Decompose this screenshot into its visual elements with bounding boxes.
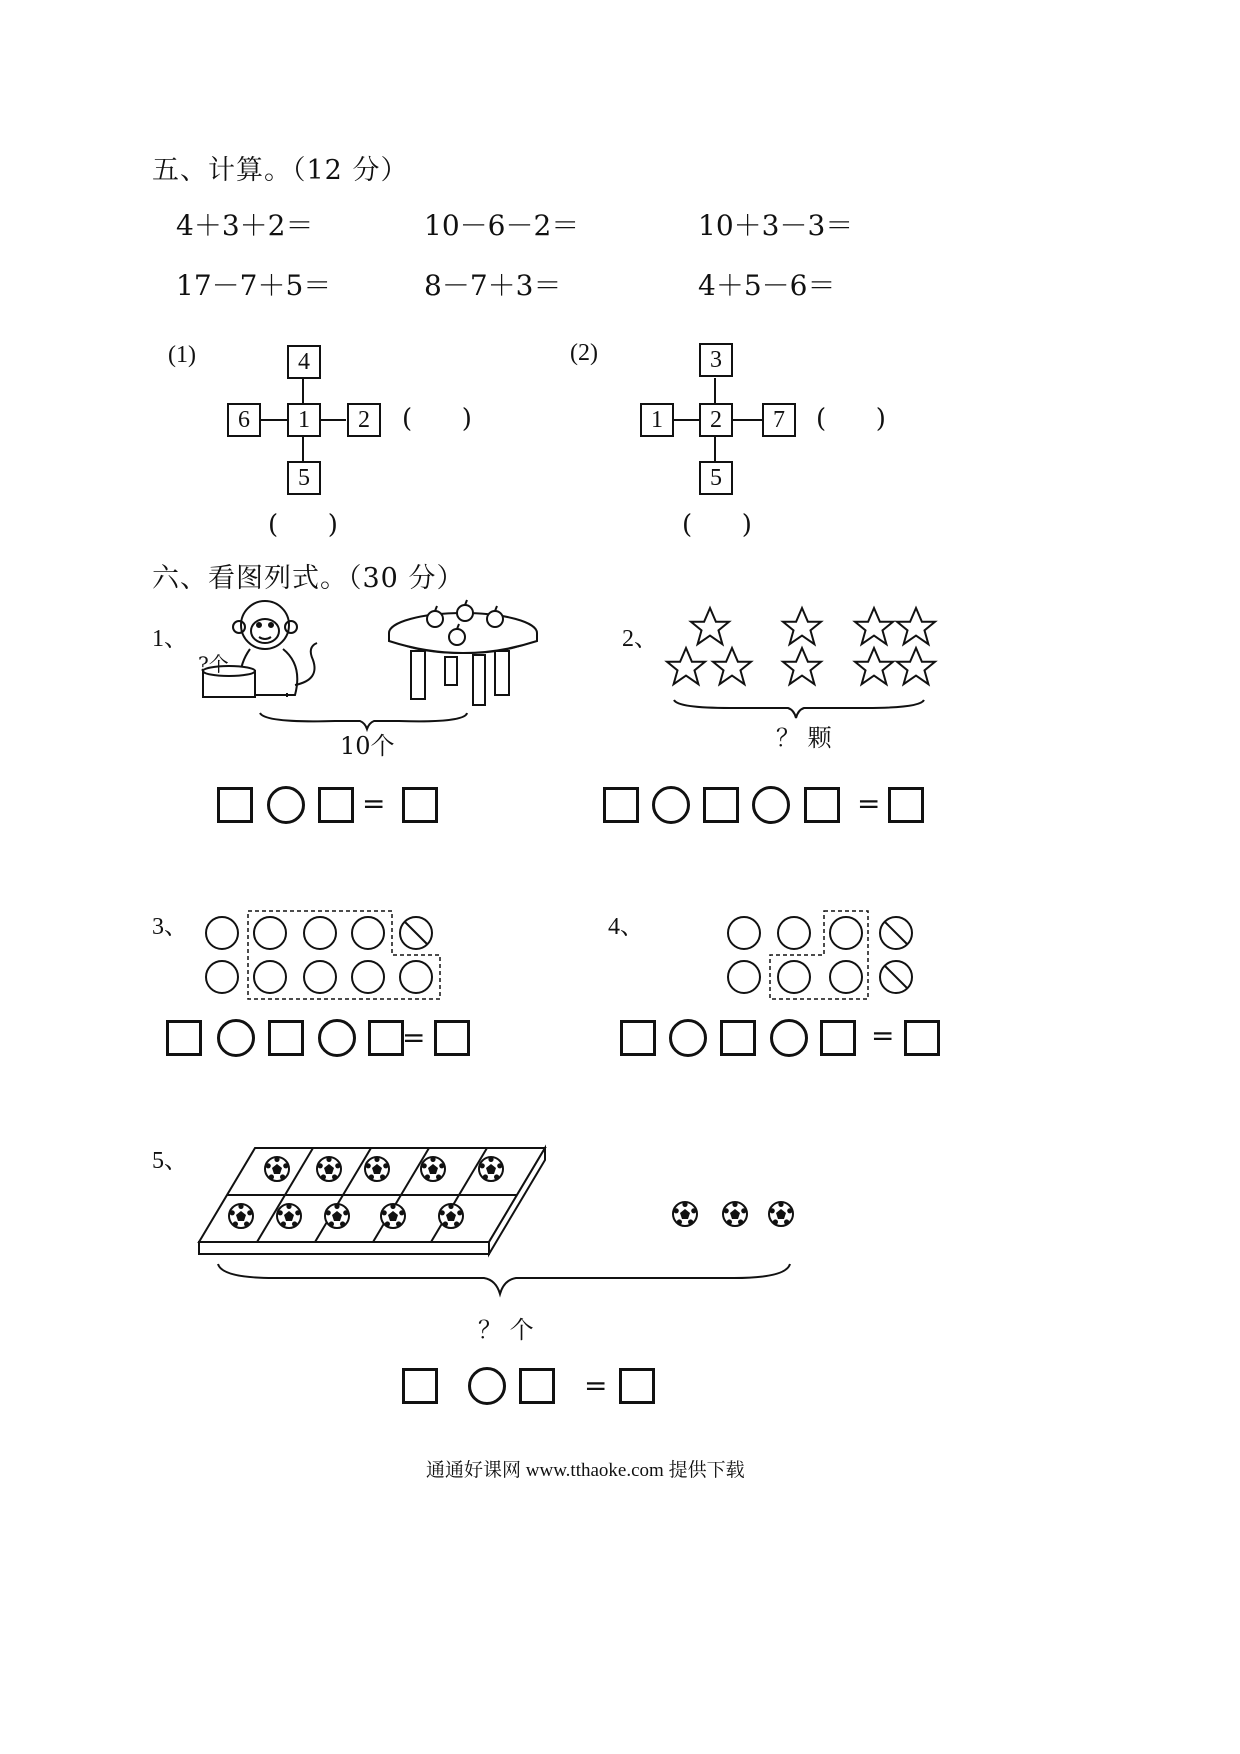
q4-operator-circle[interactable] (669, 1019, 707, 1057)
equation-3: 10＋3－3＝ (698, 209, 854, 242)
q5-answer-box[interactable] (402, 1368, 438, 1404)
q2-total-label: ？ 颗 (776, 724, 832, 752)
equation-4: 17－7＋5＝ (176, 269, 332, 302)
q4-equals-sign: = (871, 1019, 895, 1052)
puzzle-1-answer-row[interactable]: ( ) (402, 404, 472, 434)
q3-circles (200, 905, 450, 1005)
q5-answer-box[interactable] (519, 1368, 555, 1404)
q1-answer-box[interactable] (217, 787, 253, 823)
q5-result-box[interactable] (619, 1368, 655, 1404)
puzzle-2-left-box: 1 (640, 403, 674, 437)
q3-operator-circle[interactable] (318, 1019, 356, 1057)
puzzle-2-center-box: 2 (699, 403, 733, 437)
q2-equals-sign: = (857, 787, 881, 820)
puzzle-1-bottom-box: 5 (287, 461, 321, 495)
equation-2: 10－6－2＝ (424, 209, 580, 242)
footer-text: 通通好课网 www.tthaoke.com 提供下载 (426, 1460, 745, 1481)
puzzle-2-right-box: 7 (762, 403, 796, 437)
q5-total-label: ？ 个 (478, 1316, 534, 1344)
puzzle-1-label: (1) (168, 342, 196, 368)
q1-operator-circle[interactable] (267, 786, 305, 824)
q1-unknown-label: ?个 (198, 652, 229, 676)
q2-answer-box[interactable] (603, 787, 639, 823)
q4-result-box[interactable] (904, 1020, 940, 1056)
q2-result-box[interactable] (888, 787, 924, 823)
q5-label: 5、 (152, 1148, 188, 1174)
q1-equals-sign: = (362, 787, 386, 820)
q1-illustration (195, 595, 555, 735)
puzzle-2-bottom-box: 5 (699, 461, 733, 495)
q1-total-label: 10个 (340, 732, 395, 760)
equation-6: 4＋5－6＝ (698, 269, 836, 302)
q4-circles (718, 905, 928, 1005)
q5-equals-sign: = (584, 1369, 608, 1402)
table-icon (389, 613, 537, 705)
q2-stars (660, 600, 950, 710)
q1-answer-box[interactable] (318, 787, 354, 823)
q2-answer-box[interactable] (804, 787, 840, 823)
puzzle-2-answer-row[interactable]: ( ) (816, 404, 886, 434)
puzzle-1-answer-column[interactable]: ( ) (268, 510, 338, 540)
equation-1: 4＋3＋2＝ (176, 209, 314, 242)
q3-label: 3、 (152, 914, 188, 940)
puzzle-2-label: (2) (570, 340, 598, 366)
q2-operator-circle[interactable] (752, 786, 790, 824)
puzzle-1-left-box: 6 (227, 403, 261, 437)
q3-answer-box[interactable] (368, 1020, 404, 1056)
q1-result-box[interactable] (402, 787, 438, 823)
section-5-title: 五、计算。（12 分） (152, 155, 409, 186)
q4-label: 4、 (608, 914, 644, 940)
q5-illustration (195, 1140, 805, 1260)
puzzle-1-right-box: 2 (347, 403, 381, 437)
puzzle-2-answer-column[interactable]: ( ) (682, 510, 752, 540)
q5-operator-circle[interactable] (468, 1367, 506, 1405)
puzzle-1-center-box: 1 (287, 403, 321, 437)
q2-label: 2、 (622, 626, 658, 652)
q4-operator-circle[interactable] (770, 1019, 808, 1057)
q3-answer-box[interactable] (166, 1020, 202, 1056)
puzzle-1-top-box: 4 (287, 345, 321, 379)
equation-5: 8－7＋3＝ (424, 269, 562, 302)
q2-answer-box[interactable] (703, 787, 739, 823)
q5-brace (214, 1260, 794, 1300)
q3-answer-box[interactable] (268, 1020, 304, 1056)
q4-answer-box[interactable] (620, 1020, 656, 1056)
q2-operator-circle[interactable] (652, 786, 690, 824)
q3-equals-sign: = (402, 1021, 426, 1054)
section-6-title: 六、看图列式。（30 分） (152, 563, 465, 594)
q1-label: 1、 (152, 626, 188, 652)
puzzle-2-top-box: 3 (699, 343, 733, 377)
q3-operator-circle[interactable] (217, 1019, 255, 1057)
q4-answer-box[interactable] (720, 1020, 756, 1056)
q3-result-box[interactable] (434, 1020, 470, 1056)
q4-answer-box[interactable] (820, 1020, 856, 1056)
